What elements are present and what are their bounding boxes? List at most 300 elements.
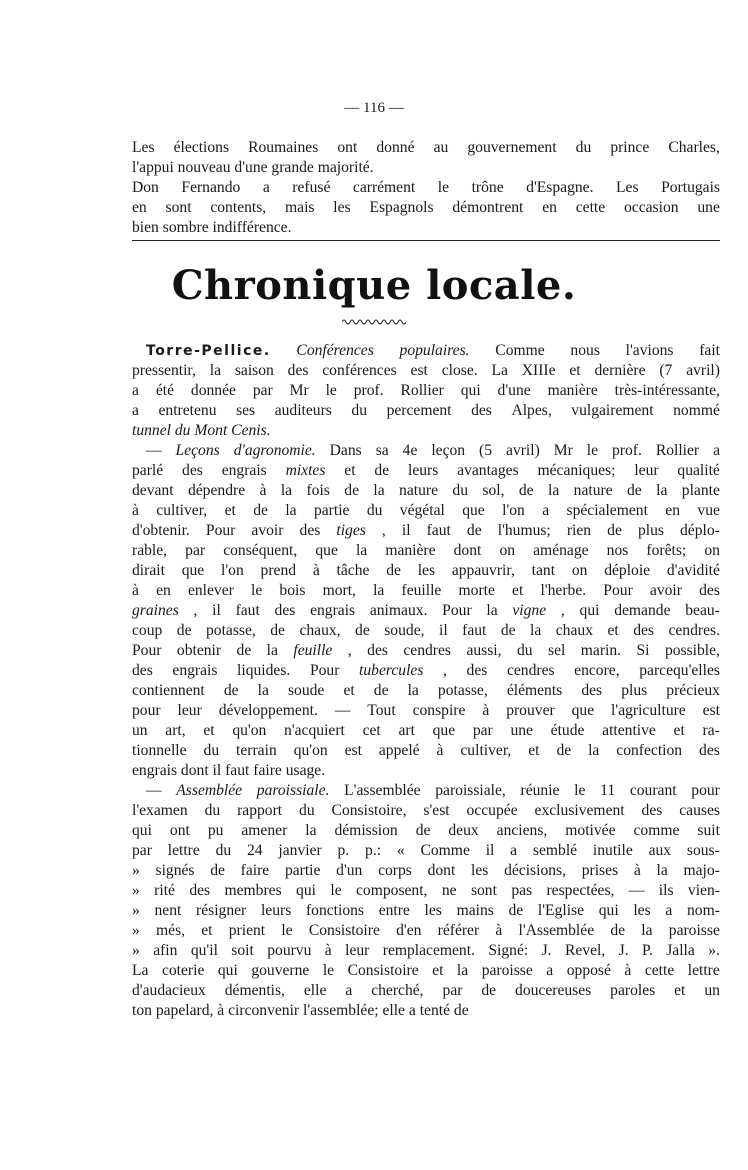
text-word: prient [228, 922, 266, 939]
text-word: Dans [329, 442, 362, 459]
text-word: Roumaines [248, 139, 319, 156]
text-line [132, 441, 720, 461]
text-word: ses [236, 402, 256, 419]
text-word: suit [697, 822, 720, 839]
text-word: donné [376, 139, 415, 156]
text-word: engrais [172, 662, 218, 679]
text-word: marin. [580, 642, 622, 659]
text-word: et [512, 582, 524, 599]
text-word: par [252, 382, 273, 399]
text-word: la [486, 602, 498, 619]
text-word: à [624, 962, 632, 979]
text-line [132, 581, 720, 601]
text-word: Charles, [668, 139, 720, 156]
text-word: appauvrir, [451, 562, 515, 579]
text-word: feuille [401, 582, 442, 599]
text-word: et [607, 622, 619, 639]
text-word: graines [132, 602, 179, 619]
text-word: décisions, [504, 862, 567, 879]
text-word: chaux [555, 622, 593, 639]
text-line [132, 1001, 720, 1021]
text-word: lettre [687, 962, 720, 979]
text-word: plus [621, 682, 648, 699]
text-word: corps [378, 862, 412, 879]
text-word: a [132, 382, 139, 399]
text-word: sont [470, 882, 497, 899]
text-word: à [324, 942, 332, 959]
text-word: comme [633, 822, 680, 839]
text-word: que [462, 502, 485, 519]
text-word: J. [618, 942, 629, 959]
chronicle-body [132, 341, 720, 1021]
text-word: à [482, 702, 490, 719]
text-word: leurs [407, 462, 439, 479]
text-word: respectées, [546, 882, 615, 899]
text-word: plus [637, 522, 664, 539]
text-word: Conférences [296, 342, 374, 359]
text-word: terrain [236, 742, 277, 759]
text-word: tâche [336, 562, 370, 579]
text-word: à [312, 562, 320, 579]
text-word: à [436, 742, 444, 759]
text-word: lettre [167, 842, 200, 859]
text-word: nature [399, 482, 438, 499]
text-word: qui [132, 822, 152, 839]
text-word: à [259, 482, 267, 499]
text-word: qu'il [190, 942, 218, 959]
text-word: en [132, 199, 147, 216]
text-word: populaires. [399, 342, 470, 359]
text-word: qui [579, 602, 600, 619]
text-word: du [203, 742, 220, 759]
text-word: a [345, 982, 353, 999]
text-word: Rollier [655, 442, 700, 459]
text-word: coup [132, 622, 163, 639]
text-word: janvier [278, 842, 322, 859]
text-word: la [305, 822, 317, 839]
text-word: de [176, 622, 192, 639]
text-word: — [334, 702, 351, 719]
text-word: sont [165, 199, 192, 216]
text-word: Don [132, 179, 159, 196]
text-word: est [344, 742, 362, 759]
text-word: tubercules [359, 662, 424, 679]
text-word: causes [679, 802, 720, 819]
text-word: Pour [309, 662, 340, 679]
text-line [132, 681, 720, 701]
text-line [132, 621, 720, 641]
text-word: XIIIe [521, 362, 556, 379]
text-line [132, 701, 720, 721]
text-word: appelé [378, 742, 420, 759]
text-word: Comme [420, 842, 470, 859]
text-word: membres [224, 882, 282, 899]
text-word: l'Assemblée [518, 922, 595, 939]
text-segment: ton papelard, à circonvenir l'assemblée; elle a tenté de [132, 1002, 469, 1019]
text-word: de [556, 742, 572, 759]
text-word: de [236, 642, 252, 659]
text-word: Consistoire [308, 922, 380, 939]
text-word: J. [541, 942, 552, 959]
text-word: les [633, 902, 651, 919]
text-word: devant [132, 482, 174, 499]
text-word: nom- [686, 902, 720, 919]
text-word: la [373, 482, 385, 499]
text-word: a [542, 502, 550, 519]
text-word: — [628, 882, 645, 899]
text-word: gouvernement [467, 139, 557, 156]
text-word: soit [231, 942, 254, 959]
text-word: prince [610, 139, 650, 156]
text-word: qu'on [293, 742, 328, 759]
text-line [132, 821, 720, 841]
text-word: enlever [187, 582, 234, 599]
text-word: Torre-Pellice. [146, 343, 271, 359]
text-word: résigner [196, 902, 247, 919]
text-word: composent, [356, 882, 428, 899]
text-word: Si [636, 642, 650, 659]
text-word: refusé [292, 179, 331, 196]
text-word: d'en [396, 922, 422, 939]
top-paragraph [132, 138, 720, 238]
text-word: la [456, 962, 469, 979]
text-word: art [398, 722, 415, 739]
text-line [132, 501, 720, 521]
text-word: auditeurs [274, 402, 332, 419]
text-word: une [697, 199, 720, 216]
text-word: vue [697, 502, 720, 519]
text-word: et [528, 742, 540, 759]
text-word: ne [441, 882, 457, 899]
text-word: (5 [479, 442, 493, 459]
text-word: inutile [592, 842, 633, 859]
text-line [132, 661, 720, 681]
text-line [132, 841, 720, 861]
text-word: rité [154, 882, 175, 899]
text-word: contents, [210, 199, 267, 216]
text-word: La [132, 962, 149, 979]
text-word: du [516, 642, 533, 659]
text-word: prof. [353, 382, 384, 399]
text-word: « [396, 842, 405, 859]
text-word: pu [207, 822, 224, 839]
text-word: la [257, 682, 269, 699]
text-line [132, 198, 720, 218]
text-word: l'Eglise [537, 902, 585, 919]
text-word: fois [306, 482, 330, 499]
text-word: confection [616, 742, 683, 759]
text-word: a [132, 402, 139, 419]
text-segment: tunnel du Mont Cenis. [132, 422, 271, 439]
text-word: Assemblée [176, 782, 243, 799]
text-word: leçon [431, 442, 466, 459]
text-word: a [510, 842, 518, 859]
text-word: l'agriculture [611, 702, 686, 719]
text-word: conspire [412, 702, 466, 719]
text-word: à [132, 582, 139, 599]
text-word: engrais [310, 602, 356, 619]
text-word: close. [441, 362, 478, 379]
text-line [132, 781, 720, 801]
text-word: p. [337, 842, 350, 859]
text-word: , [381, 522, 386, 539]
text-word: Fernando [181, 179, 241, 196]
text-word: trône [471, 179, 504, 196]
text-word: de [627, 482, 642, 499]
text-word: les [333, 199, 351, 216]
text-word: nent [154, 902, 182, 919]
text-word: on [704, 542, 720, 559]
text-line [132, 481, 720, 501]
text-word: avoir [251, 522, 284, 539]
text-word: d'avidité [666, 562, 720, 579]
text-word: le [574, 782, 586, 799]
text-word: des [641, 802, 663, 819]
text-word: paroissiale. [256, 782, 330, 799]
text-word: l'examen [132, 802, 188, 819]
text-word: d'obtenir. [132, 522, 190, 539]
text-word: de [481, 982, 497, 999]
text-word: le [325, 382, 337, 399]
text-word: d'une [497, 382, 531, 399]
text-line [132, 721, 720, 741]
text-word: et [344, 462, 356, 479]
text-word: donnée [190, 382, 236, 399]
text-word: soude, [384, 622, 425, 639]
text-word: deux [448, 822, 479, 839]
text-word: et [673, 722, 685, 739]
text-word: d'audacieux [132, 982, 206, 999]
text-word: de [374, 462, 390, 479]
text-word: démission [334, 822, 398, 839]
text-word: faut [235, 602, 260, 619]
text-word: démentis, [224, 982, 285, 999]
text-word: manière [547, 382, 598, 399]
text-word: à [633, 862, 641, 879]
text-word: prof. [611, 442, 642, 459]
text-segment: l'appui nouveau d'une grande majorité. [132, 159, 374, 176]
text-word: d'Espagne. [526, 179, 594, 196]
text-word: Alpes, [511, 402, 552, 419]
text-word: la [266, 642, 278, 659]
text-word: Consistoire [347, 962, 419, 979]
text-word: la [656, 482, 668, 499]
text-word: de [518, 482, 534, 499]
text-word: avril) [686, 362, 720, 379]
text-word: de [344, 482, 359, 499]
text-word: dont [427, 862, 456, 879]
text-word: des [287, 362, 309, 379]
text-word: potasse, [205, 622, 256, 639]
text-word: mais [285, 199, 315, 216]
text-word: et [569, 362, 581, 379]
text-word: dirait [132, 562, 165, 579]
text-word: de [270, 622, 285, 639]
text-line [132, 178, 720, 198]
text-word: opposé [566, 962, 611, 979]
text-word: entretenu [158, 402, 217, 419]
text-line [132, 961, 720, 981]
text-word: du [452, 482, 468, 499]
text-word: il [212, 602, 221, 619]
text-word: attentive [602, 722, 656, 739]
text-word: le [281, 922, 293, 939]
text-word: 24 [247, 842, 263, 859]
text-word: Pour [132, 642, 162, 659]
text-word: tant [531, 562, 556, 579]
text-word: du [351, 402, 368, 419]
text-word: à [495, 922, 503, 939]
text-word: mécaniques; [537, 462, 616, 479]
text-word: ». [708, 942, 720, 959]
text-word: anciens, [496, 822, 548, 839]
text-word: que [571, 702, 595, 719]
text-line [132, 921, 720, 941]
text-word: vigne [512, 602, 547, 619]
text-word: et [343, 682, 355, 699]
text-word: , [193, 602, 198, 619]
text-word: fonctions [305, 902, 364, 919]
text-word: la [373, 582, 385, 599]
text-word: de [386, 562, 401, 579]
text-word: une [510, 722, 533, 739]
text-word: la [209, 362, 221, 379]
text-word: amener [241, 822, 288, 839]
text-segment: engrais dont il faut faire usage. [132, 762, 326, 779]
separator-rule [132, 240, 720, 241]
text-word: a [665, 902, 673, 919]
text-word: 11 [600, 782, 616, 799]
text-word: du [215, 842, 232, 859]
text-word: que [181, 562, 205, 579]
text-word: des [299, 522, 321, 539]
text-word: doucereuses [515, 982, 592, 999]
text-line [132, 218, 720, 238]
text-word: des [274, 602, 296, 619]
text-line [132, 461, 720, 481]
text-line [132, 138, 720, 158]
text-word: des [471, 402, 492, 419]
text-word: cet [362, 722, 381, 739]
text-word: Espagnols [369, 199, 434, 216]
text-word: rapport [237, 802, 283, 819]
text-word: aménage [533, 542, 589, 559]
text-word: le [586, 442, 599, 459]
text-word: le [322, 962, 335, 979]
text-word: référer [437, 922, 480, 939]
text-word: végétal [399, 502, 445, 519]
text-word: démontrent [452, 199, 524, 216]
text-word: d'un [336, 862, 363, 879]
text-word: précieux [666, 682, 720, 699]
text-word: faut [462, 622, 487, 639]
text-word: des [699, 582, 720, 599]
text-word: a [713, 442, 720, 459]
text-word: de [610, 922, 626, 939]
text-word: cherché, [371, 982, 424, 999]
text-word: Revel, [564, 942, 606, 959]
text-word: » [132, 922, 140, 939]
text-line [132, 741, 720, 761]
text-word: partie [313, 502, 350, 519]
text-word: un [704, 982, 720, 999]
text-word: leurs [260, 902, 292, 919]
text-word: la [285, 502, 297, 519]
text-word: gouverne [251, 962, 310, 979]
text-word: en [542, 199, 557, 216]
text-word: parlé [132, 462, 164, 479]
text-word: il [438, 622, 448, 639]
text-line [132, 541, 720, 561]
text-word: prend [260, 562, 297, 579]
text-line [132, 361, 720, 381]
text-word: » [132, 882, 140, 899]
text-line [132, 881, 720, 901]
text-line [132, 641, 720, 661]
text-word: la [547, 482, 560, 499]
text-line [132, 158, 720, 178]
text-word: motivée [565, 822, 616, 839]
text-word: et [201, 922, 213, 939]
text-word: le [330, 882, 342, 899]
text-word: Leçons [175, 442, 220, 459]
text-word: animaux. [369, 602, 428, 619]
text-word: il [485, 842, 495, 859]
text-word: conférences [322, 362, 397, 379]
text-word: par [185, 542, 206, 559]
text-word: nous [570, 342, 600, 359]
text-word: la [530, 622, 542, 639]
text-word: par [442, 982, 463, 999]
text-word: soude [287, 682, 325, 699]
text-word: chaux, [299, 622, 341, 639]
text-word: en [665, 502, 681, 519]
text-word: on [499, 542, 516, 559]
text-segment: bien sombre indifférence. [132, 219, 292, 236]
text-word: Rollier [400, 382, 444, 399]
text-word: de [500, 622, 516, 639]
text-word: Mr [289, 382, 309, 399]
text-word: paroissiale, [435, 782, 506, 799]
text-word: Mr [553, 442, 573, 459]
text-word: Les [616, 179, 639, 196]
text-word: remplacement. [382, 942, 475, 959]
text-word: étude [550, 722, 585, 739]
text-word: de [253, 502, 268, 519]
text-word: un [132, 722, 148, 739]
text-word: a [262, 179, 270, 196]
text-word: sa [375, 442, 389, 459]
text-word: manière [385, 542, 436, 559]
text-word: du [575, 139, 592, 156]
text-word: la [656, 862, 668, 879]
text-word: sel [548, 642, 566, 659]
text-word: mains [456, 902, 494, 919]
text-word: carrément [352, 179, 416, 196]
text-word: nature [573, 482, 613, 499]
text-word: des [466, 662, 488, 679]
text-word: liquides. [237, 662, 291, 679]
text-word: l'humus; [497, 522, 551, 539]
text-word: ils [658, 882, 674, 899]
text-word: en [156, 582, 171, 599]
text-word: pour [691, 782, 720, 799]
text-word: pas [511, 882, 533, 899]
text-word: occasion [623, 199, 679, 216]
text-word: il [401, 522, 411, 539]
text-word: cette [644, 962, 675, 979]
text-word: Pour [442, 602, 472, 619]
